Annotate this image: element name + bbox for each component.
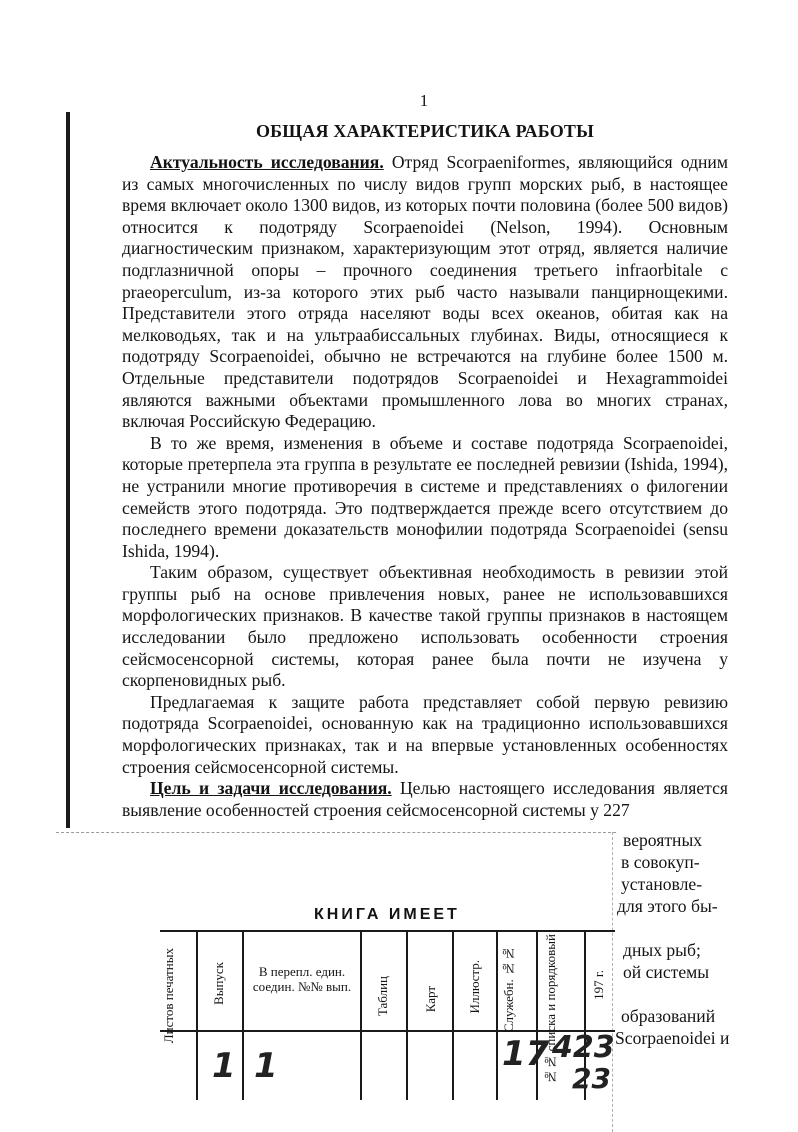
text-fragment: в совокуп- <box>621 852 700 872</box>
stamp-rule <box>360 930 362 1100</box>
paragraph-goals: Цель и задачи исследования. Целью настоящего исследования является выявление особенностей строения сейсмосенсорной системы у 227 <box>122 778 728 820</box>
text-fragment: установле- <box>621 874 703 894</box>
stamp-col-year: 197 г. <box>591 970 606 1000</box>
handwritten-order: 23 <box>572 1062 611 1095</box>
paragraph-relevance: Актуальность исследования. Отряд Scorpaeniformes, являющийся одним из самых многочисленных по числу видов групп морских рыб, в настоящее время включает около 1300 видов, из которых почти половина (более 500 видов) относится к подотряду Scorpaenoidei (Nelson, 1994). Основным диагностическим признаком, характеризующим этот отряд, является наличие подглазничной опоры – прочного соединения третьего infraorbitale с praeoperculum, из-за которого этих рыб часто называли панцирнощекими. Представители этого отряда населяют воды всех океанов, обитая как на мелководьях, так и на ультраабиссальных глубинах. Виды, относящиеся к подотряду Scorpaenoidei, обычно не встречаются на глубине более 1500 м. Отдельные представители подотрядов Scorpaenoidei и Hexagrammoidei являются важными объектами промышленного лова во многих странах, включая Российскую Федерацию. <box>122 152 728 432</box>
handwritten-service: 17 <box>502 1034 550 1074</box>
handwritten-list: 423 <box>552 1030 615 1065</box>
body-text <box>122 152 728 821</box>
heading-relevance: Актуальность исследования. <box>150 152 384 172</box>
stamp-col-maps: Карт <box>423 986 438 1013</box>
text-fragment: для этого бы- <box>617 896 718 916</box>
stamp-rule <box>496 930 498 1100</box>
stamp-col-list: №№ списка и порядковый <box>543 934 558 1085</box>
stamp-table <box>160 930 615 1100</box>
stamp-col-bound: В перепл. един. соедин. №№ вып. <box>252 964 352 994</box>
stamp-rule <box>196 930 198 1100</box>
stamp-col-issue: Выпуск <box>211 962 226 1005</box>
handwritten-issue: 1 <box>212 1046 236 1086</box>
stamp-rule <box>242 930 244 1100</box>
heading-goals: Цель и задачи исследования. <box>150 778 392 799</box>
stamp-rule <box>160 930 615 932</box>
stamp-col-illustrations: Иллюстр. <box>467 960 482 1014</box>
page-number: 1 <box>419 91 429 110</box>
text-fragment: ой системы <box>623 962 710 982</box>
stamp-col-service: Служебн. №№ <box>501 946 516 1033</box>
text-fragment: дных рыб; <box>623 940 701 960</box>
stamp-title: КНИГА ИМЕЕТ <box>314 906 460 923</box>
handwritten-bound: 1 <box>254 1046 278 1086</box>
stamp-col-sheets: Листов печатных <box>161 948 176 1044</box>
paragraph-revision: В то же время, изменения в объеме и составе подотряда Scorpaenoidei, которые претерпела эта группа в результате ее последней ревизии (Ishida, 1994), не устранили многие противоречия в системе и представлениях о филогении семейств этого подотряда. Это подтверждается прежде всего отсутствием до последнего времени доказательств монофилии подотряда Scorpaenoidei (sensu Ishida, 1994). <box>122 432 728 561</box>
text-fragment: Scorpaenoidei и <box>615 1028 730 1048</box>
text-fragment: вероятных <box>623 830 703 850</box>
scan-margin-mark <box>66 112 70 852</box>
text-fragment: образований <box>621 1006 716 1026</box>
section-title: ОБЩАЯ ХАРАКТЕРИСТИКА РАБОТЫ <box>255 121 595 141</box>
paragraph-proposal: Предлагаемая к защите работа представляет собой первую ревизию подотряда Scorpaenoidei, основанную как на традиционно использовавшихся морфологических признаках, так и на впервые установленных особенностях строения сейсмосенсорной системы. <box>122 691 728 777</box>
paragraph-necessity: Таким образом, существует объективная необходимость в ревизии этой группы рыб на основе привлечения новых, ранее не использовавшихся морфологических признаков. В качестве такой группы признаков в настоящем исследовании было предложено использовать особенности строения сейсмосенсорной системы, которая ранее была почти не изучена у скорпеновидных рыб. <box>122 562 728 691</box>
stamp-edge <box>56 832 616 833</box>
stamp-rule <box>536 930 538 1100</box>
stamp-rule <box>452 930 454 1100</box>
stamp-rule <box>406 930 408 1100</box>
stamp-col-tables: Таблиц <box>375 976 390 1017</box>
